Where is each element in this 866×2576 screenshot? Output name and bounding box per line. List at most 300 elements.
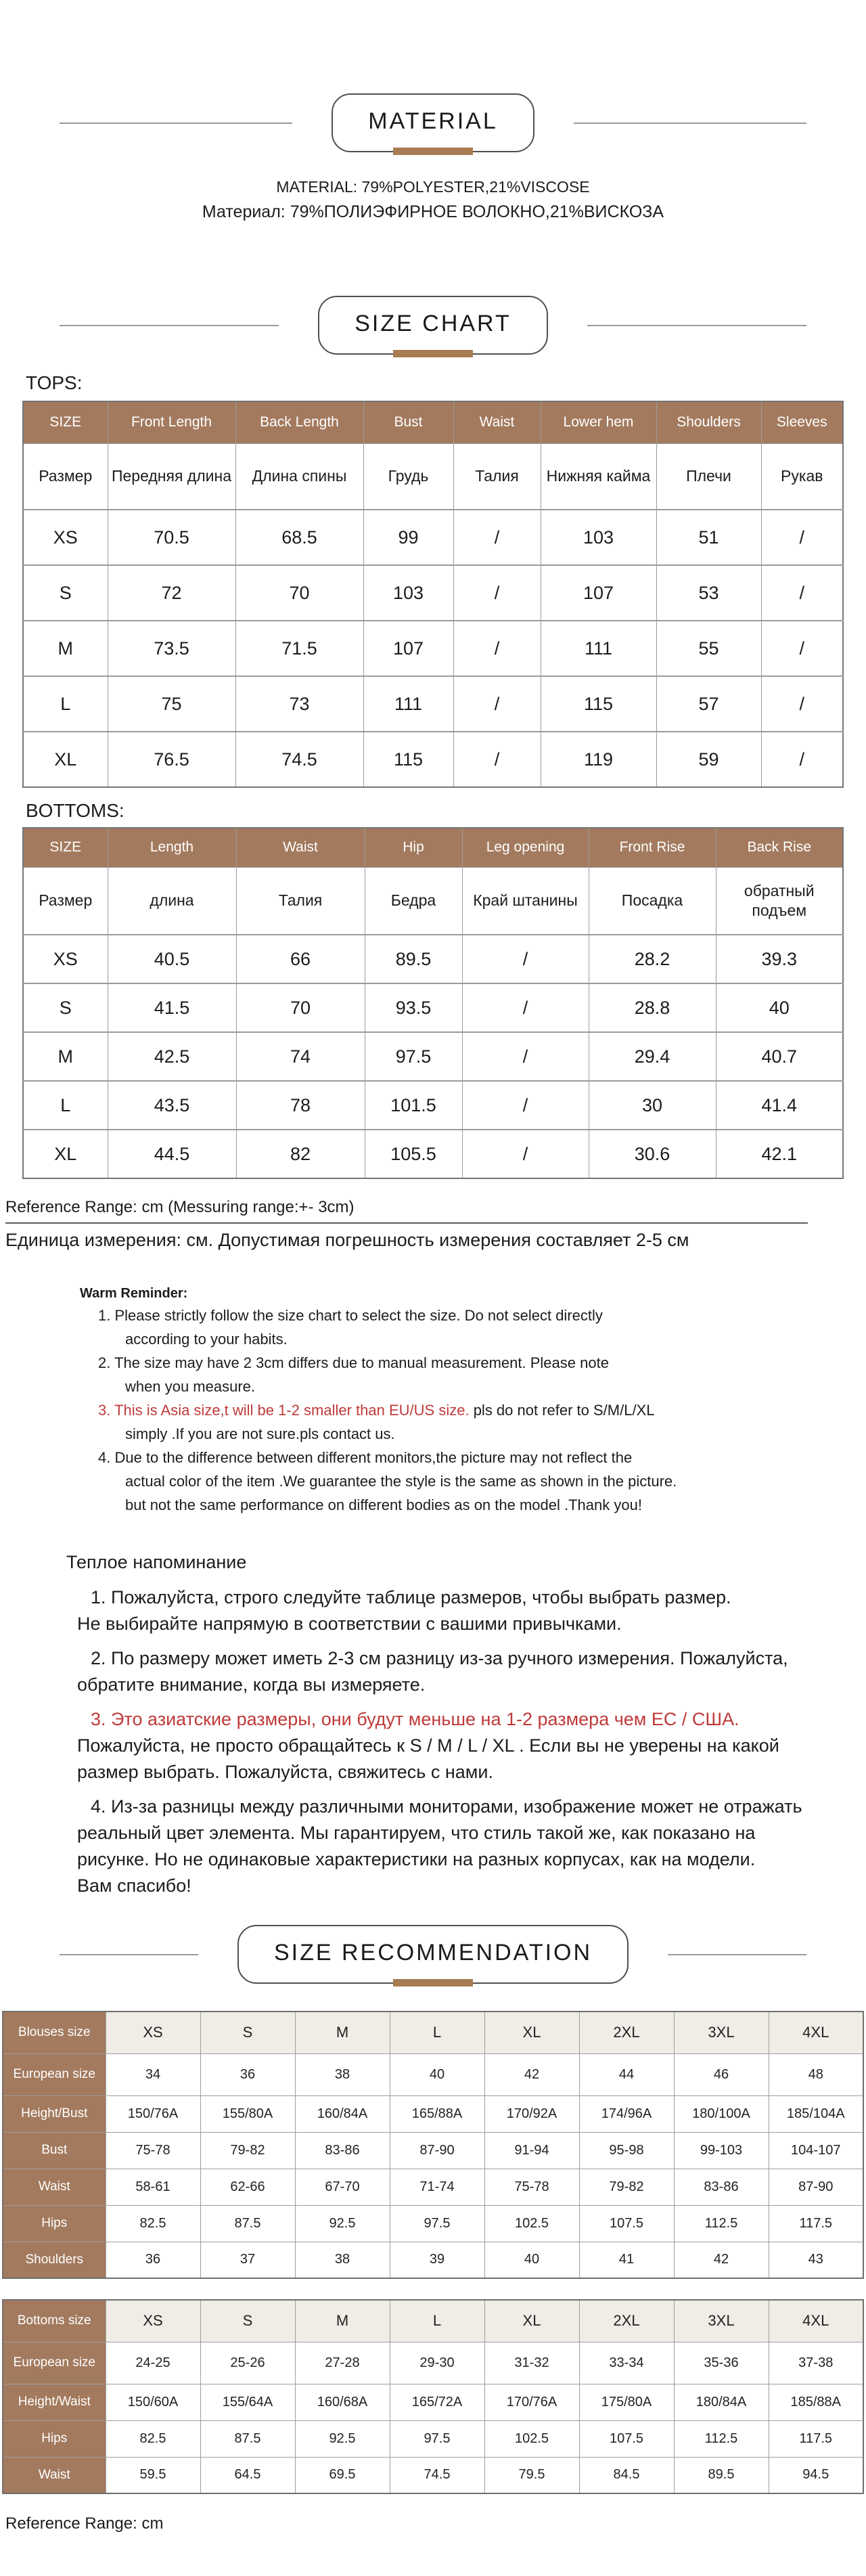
table-row bbox=[23, 621, 843, 676]
data-cell: 72 bbox=[108, 565, 235, 621]
material-text-ru: Материал: 79%ПОЛИЭФИРНОЕ ВОЛОКНО,21%ВИСКОЗА bbox=[202, 202, 664, 221]
data-cell: 165/88A bbox=[390, 2095, 484, 2132]
data-cell: Передняя длина bbox=[108, 443, 235, 510]
data-cell: 99 bbox=[363, 510, 453, 565]
data-cell: 115 bbox=[363, 732, 453, 787]
data-cell: Длина спины bbox=[235, 443, 363, 510]
data-cell: 79-82 bbox=[200, 2132, 295, 2169]
data-cell: S bbox=[200, 2300, 295, 2342]
data-cell: 74.5 bbox=[390, 2457, 484, 2493]
table-row bbox=[23, 867, 843, 935]
table-row bbox=[23, 732, 843, 787]
table-row bbox=[3, 2205, 863, 2242]
blouses-recommendation-table bbox=[2, 2011, 864, 2279]
data-cell: M bbox=[295, 2300, 390, 2342]
data-cell: 34 bbox=[106, 2053, 200, 2095]
data-cell: 102.5 bbox=[484, 2420, 579, 2457]
row-header-cell: Размер bbox=[23, 443, 108, 510]
data-cell: 62-66 bbox=[200, 2169, 295, 2205]
decorative-line bbox=[574, 123, 806, 124]
data-cell: 41 bbox=[579, 2242, 674, 2278]
data-cell: 87-90 bbox=[769, 2169, 863, 2205]
data-cell: 117.5 bbox=[769, 2205, 863, 2242]
warm-reminder-ru bbox=[66, 1548, 844, 1899]
data-cell: 180/84A bbox=[674, 2384, 769, 2420]
data-cell: 165/72A bbox=[390, 2384, 484, 2420]
row-header-cell: European size bbox=[3, 2053, 106, 2095]
data-cell: 73.5 bbox=[108, 621, 235, 676]
data-cell: 67-70 bbox=[295, 2169, 390, 2205]
data-cell: 180/100A bbox=[674, 2095, 769, 2132]
table-row bbox=[23, 828, 843, 867]
decorative-line bbox=[60, 1954, 198, 1955]
table-row bbox=[3, 2132, 863, 2169]
table-row bbox=[23, 1032, 843, 1081]
table-row bbox=[3, 2012, 863, 2053]
data-cell: 2XL bbox=[579, 2300, 674, 2342]
data-cell: длина bbox=[108, 867, 236, 935]
data-cell: / bbox=[761, 565, 843, 621]
reference-range-bottom: Reference Range: cm bbox=[5, 2514, 164, 2533]
data-cell: Front Rise bbox=[589, 828, 716, 867]
table-row bbox=[3, 2384, 863, 2420]
data-cell: Плечи bbox=[656, 443, 761, 510]
data-cell: Hip bbox=[365, 828, 462, 867]
data-cell: Талия bbox=[453, 443, 541, 510]
data-cell: 44 bbox=[579, 2053, 674, 2095]
data-cell: 174/96A bbox=[579, 2095, 674, 2132]
table-row bbox=[3, 2420, 863, 2457]
data-cell: 71-74 bbox=[390, 2169, 484, 2205]
data-cell: 92.5 bbox=[295, 2205, 390, 2242]
data-cell: 75-78 bbox=[484, 2169, 579, 2205]
data-cell: / bbox=[462, 1032, 589, 1081]
row-header-cell: Waist bbox=[3, 2169, 106, 2205]
data-cell: 87.5 bbox=[200, 2420, 295, 2457]
size-chart-title: SIZE CHART bbox=[355, 311, 511, 336]
data-cell: 155/64A bbox=[200, 2384, 295, 2420]
data-cell: 70.5 bbox=[108, 510, 235, 565]
data-cell: 69.5 bbox=[295, 2457, 390, 2493]
table-row bbox=[23, 401, 843, 443]
table-row bbox=[3, 2242, 863, 2278]
decorative-line bbox=[60, 325, 279, 326]
data-cell: Талия bbox=[236, 867, 365, 935]
table-row bbox=[3, 2342, 863, 2384]
row-header-cell: Hips bbox=[3, 2420, 106, 2457]
data-cell: / bbox=[761, 621, 843, 676]
data-cell: 75-78 bbox=[106, 2132, 200, 2169]
data-cell: 107.5 bbox=[579, 2205, 674, 2242]
reminder-line: 2. По размеру может иметь 2-3 см разницу из-за ручного измерения. Пожалуйста, bbox=[91, 1648, 788, 1668]
reminder-ru-item-2 bbox=[66, 1645, 844, 1698]
data-cell: 87-90 bbox=[390, 2132, 484, 2169]
material-title: MATERIAL bbox=[368, 108, 498, 134]
data-cell: 97.5 bbox=[390, 2420, 484, 2457]
data-cell: 175/80A bbox=[579, 2384, 674, 2420]
data-cell: Waist bbox=[453, 401, 541, 443]
material-composition bbox=[0, 175, 866, 225]
data-cell: 40.5 bbox=[108, 935, 236, 983]
data-cell: 107 bbox=[363, 621, 453, 676]
data-cell: / bbox=[453, 565, 541, 621]
data-cell: 36 bbox=[200, 2053, 295, 2095]
reminder-line: 4. Due to the difference between different monitors,the picture may not reflect the bbox=[98, 1449, 633, 1466]
row-header-cell: L bbox=[23, 676, 108, 732]
size-recommendation-section-header bbox=[0, 1925, 866, 1984]
data-cell: 28.8 bbox=[589, 983, 716, 1032]
reminder-item-2 bbox=[98, 1351, 770, 1398]
bottoms-size-table bbox=[22, 827, 844, 1179]
tops-size-table bbox=[22, 401, 844, 788]
size-chart-section-header bbox=[0, 296, 866, 355]
data-cell: 76.5 bbox=[108, 732, 235, 787]
data-cell: 33-34 bbox=[579, 2342, 674, 2384]
data-cell: 91-94 bbox=[484, 2132, 579, 2169]
reminder-line: размер выбрать. Пожалуйста, свяжитесь с нами. bbox=[77, 1762, 493, 1782]
data-cell: 46 bbox=[674, 2053, 769, 2095]
reminder-item-3 bbox=[98, 1398, 770, 1446]
data-cell: 83-86 bbox=[295, 2132, 390, 2169]
data-cell: Length bbox=[108, 828, 236, 867]
data-cell: 93.5 bbox=[365, 983, 462, 1032]
data-cell: 112.5 bbox=[674, 2205, 769, 2242]
reminder-line: but not the same performance on different bodies as on the model .Thank you! bbox=[125, 1496, 642, 1513]
row-header-cell: Размер bbox=[23, 867, 108, 935]
reminder-ru-item-3 bbox=[66, 1706, 844, 1785]
data-cell: 70 bbox=[235, 565, 363, 621]
data-cell: 37-38 bbox=[769, 2342, 863, 2384]
data-cell: 40 bbox=[390, 2053, 484, 2095]
reminder-line bbox=[98, 1398, 770, 1422]
data-cell: 42.5 bbox=[108, 1032, 236, 1081]
decorative-line bbox=[587, 325, 806, 326]
data-cell: 75 bbox=[108, 676, 235, 732]
data-cell: 119 bbox=[541, 732, 656, 787]
data-cell: 31-32 bbox=[484, 2342, 579, 2384]
warm-reminder-en-title: Warm Reminder: bbox=[80, 1286, 188, 1301]
data-cell: 150/76A bbox=[106, 2095, 200, 2132]
data-cell: / bbox=[462, 1130, 589, 1178]
data-cell: / bbox=[453, 676, 541, 732]
table-row bbox=[3, 2053, 863, 2095]
table-row bbox=[23, 983, 843, 1032]
data-cell: 4XL bbox=[769, 2012, 863, 2053]
data-cell: 70 bbox=[236, 983, 365, 1032]
bottoms-recommendation-table bbox=[2, 2299, 864, 2494]
data-cell: / bbox=[462, 1081, 589, 1130]
reminder-line: 1. Пожалуйста, строго следуйте таблице размеров, чтобы выбрать размер. bbox=[91, 1587, 731, 1607]
row-header-cell: Height/Bust bbox=[3, 2095, 106, 2132]
data-cell: 102.5 bbox=[484, 2205, 579, 2242]
reference-range-en: Reference Range: cm (Messuring range:+- 3cm) bbox=[5, 1198, 355, 1216]
data-cell: 30.6 bbox=[589, 1130, 716, 1178]
row-header-cell: Blouses size bbox=[3, 2012, 106, 2053]
data-cell: XS bbox=[106, 2300, 200, 2342]
reminder-line: when you measure. bbox=[125, 1378, 255, 1395]
data-cell: Рукав bbox=[761, 443, 843, 510]
data-cell: 74 bbox=[236, 1032, 365, 1081]
data-cell: 30 bbox=[589, 1081, 716, 1130]
data-cell: 37 bbox=[200, 2242, 295, 2278]
data-cell: 25-26 bbox=[200, 2342, 295, 2384]
data-cell: 74.5 bbox=[235, 732, 363, 787]
size-recommendation-title: SIZE RECOMMENDATION bbox=[273, 1940, 593, 1966]
table-row bbox=[23, 676, 843, 732]
row-header-cell: M bbox=[23, 1032, 108, 1081]
table-row bbox=[23, 565, 843, 621]
data-cell: 92.5 bbox=[295, 2420, 390, 2457]
data-cell: 59 bbox=[656, 732, 761, 787]
data-cell: 83-86 bbox=[674, 2169, 769, 2205]
table-row bbox=[3, 2457, 863, 2493]
decorative-line bbox=[668, 1954, 806, 1955]
data-cell: 57 bbox=[656, 676, 761, 732]
data-cell: L bbox=[390, 2300, 484, 2342]
row-header-cell: XL bbox=[23, 1130, 108, 1178]
material-text-en: MATERIAL: 79%POLYESTER,21%VISCOSE bbox=[276, 178, 590, 196]
data-cell: Leg opening bbox=[462, 828, 589, 867]
data-cell: Front Length bbox=[108, 401, 235, 443]
data-cell: 59.5 bbox=[106, 2457, 200, 2493]
material-section-header bbox=[0, 93, 866, 152]
data-cell: 35-36 bbox=[674, 2342, 769, 2384]
data-cell: 27-28 bbox=[295, 2342, 390, 2384]
asia-size-warning-ru: 3. Это азиатские размеры, они будут меньше на 1-2 размера чем ЕС / США. bbox=[91, 1709, 739, 1729]
data-cell: / bbox=[462, 935, 589, 983]
data-cell: 68.5 bbox=[235, 510, 363, 565]
data-cell: 185/104A bbox=[769, 2095, 863, 2132]
row-header-cell: Waist bbox=[3, 2457, 106, 2493]
data-cell: 160/68A bbox=[295, 2384, 390, 2420]
data-cell: Край штанины bbox=[462, 867, 589, 935]
data-cell: 111 bbox=[363, 676, 453, 732]
row-header-cell: XS bbox=[23, 510, 108, 565]
accent-bar bbox=[393, 350, 473, 357]
size-chart-title-pill bbox=[318, 296, 548, 355]
row-header-cell: SIZE bbox=[23, 401, 108, 443]
data-cell: 84.5 bbox=[579, 2457, 674, 2493]
row-header-cell: SIZE bbox=[23, 828, 108, 867]
data-cell: / bbox=[462, 983, 589, 1032]
data-cell: 42 bbox=[484, 2053, 579, 2095]
data-cell: 78 bbox=[236, 1081, 365, 1130]
table-row bbox=[23, 1130, 843, 1178]
row-header-cell: L bbox=[23, 1081, 108, 1130]
data-cell: 55 bbox=[656, 621, 761, 676]
divider-line bbox=[5, 1222, 808, 1224]
data-cell: 66 bbox=[236, 935, 365, 983]
data-cell: 115 bbox=[541, 676, 656, 732]
data-cell: 89.5 bbox=[674, 2457, 769, 2493]
data-cell: 48 bbox=[769, 2053, 863, 2095]
reminder-line: реальный цвет элемента. Мы гарантируем, что стиль такой же, как показано на bbox=[77, 1823, 756, 1843]
data-cell: 95-98 bbox=[579, 2132, 674, 2169]
data-cell: Bust bbox=[363, 401, 453, 443]
data-cell: / bbox=[453, 621, 541, 676]
data-cell: 36 bbox=[106, 2242, 200, 2278]
data-cell: 112.5 bbox=[674, 2420, 769, 2457]
table-row bbox=[23, 510, 843, 565]
reminder-line: рисунке. Но не одинаковые характеристики на разных корпусах, как на модели. bbox=[77, 1849, 756, 1869]
reminder-line: simply .If you are not sure.pls contact us. bbox=[125, 1425, 395, 1442]
data-cell: 38 bbox=[295, 2053, 390, 2095]
data-cell: 29.4 bbox=[589, 1032, 716, 1081]
warm-reminder-ru-title: Теплое напоминание bbox=[66, 1552, 247, 1572]
data-cell: 89.5 bbox=[365, 935, 462, 983]
data-cell: 107.5 bbox=[579, 2420, 674, 2457]
table-row bbox=[3, 2300, 863, 2342]
data-cell: / bbox=[761, 676, 843, 732]
data-cell: / bbox=[453, 732, 541, 787]
data-cell: 53 bbox=[656, 565, 761, 621]
data-cell: 79-82 bbox=[579, 2169, 674, 2205]
data-cell: 2XL bbox=[579, 2012, 674, 2053]
data-cell: M bbox=[295, 2012, 390, 2053]
reminder-line: Пожалуйста, не просто обращайтесь к S / M / L / XL . Если вы не уверены на какой bbox=[77, 1735, 779, 1756]
decorative-line bbox=[60, 123, 292, 124]
row-header-cell: XL bbox=[23, 732, 108, 787]
data-cell: / bbox=[761, 510, 843, 565]
row-header-cell: European size bbox=[3, 2342, 106, 2384]
data-cell: 150/60A bbox=[106, 2384, 200, 2420]
reminder-line: Не выбирайте напрямую в соответствии с вашими привычками. bbox=[77, 1614, 622, 1634]
data-cell: 103 bbox=[363, 565, 453, 621]
data-cell: 44.5 bbox=[108, 1130, 236, 1178]
data-cell: 82.5 bbox=[106, 2420, 200, 2457]
data-cell: 40 bbox=[484, 2242, 579, 2278]
data-cell: 51 bbox=[656, 510, 761, 565]
data-cell: 104-107 bbox=[769, 2132, 863, 2169]
data-cell: 29-30 bbox=[390, 2342, 484, 2384]
data-cell: 87.5 bbox=[200, 2205, 295, 2242]
data-cell: S bbox=[200, 2012, 295, 2053]
data-cell: 117.5 bbox=[769, 2420, 863, 2457]
data-cell: Бедра bbox=[365, 867, 462, 935]
data-cell: 101.5 bbox=[365, 1081, 462, 1130]
data-cell: обратный подъем bbox=[716, 867, 843, 935]
reminder-line: обратите внимание, когда вы измеряете. bbox=[77, 1674, 426, 1695]
reminder-line: actual color of the item .We guarantee the style is the same as shown in the picture. bbox=[125, 1473, 677, 1490]
data-cell: 43 bbox=[769, 2242, 863, 2278]
data-cell: 97.5 bbox=[390, 2205, 484, 2242]
data-cell: Back Length bbox=[235, 401, 363, 443]
data-cell: 64.5 bbox=[200, 2457, 295, 2493]
reminder-line: Вам спасибо! bbox=[77, 1875, 191, 1896]
reminder-ru-item-1 bbox=[66, 1584, 844, 1637]
data-cell: 170/76A bbox=[484, 2384, 579, 2420]
table-row bbox=[23, 1081, 843, 1130]
data-cell: 111 bbox=[541, 621, 656, 676]
data-cell: Грудь bbox=[363, 443, 453, 510]
reminder-ru-item-4 bbox=[66, 1794, 844, 1899]
row-header-cell: S bbox=[23, 565, 108, 621]
row-header-cell: Bust bbox=[3, 2132, 106, 2169]
data-cell: L bbox=[390, 2012, 484, 2053]
row-header-cell: Bottoms size bbox=[3, 2300, 106, 2342]
data-cell: 40.7 bbox=[716, 1032, 843, 1081]
accent-bar bbox=[393, 1979, 473, 1986]
data-cell: 155/80A bbox=[200, 2095, 295, 2132]
data-cell: 41.4 bbox=[716, 1081, 843, 1130]
data-cell: Sleeves bbox=[761, 401, 843, 443]
data-cell: 3XL bbox=[674, 2012, 769, 2053]
data-cell: 40 bbox=[716, 983, 843, 1032]
data-cell: XL bbox=[484, 2012, 579, 2053]
data-cell: XS bbox=[106, 2012, 200, 2053]
data-cell: 107 bbox=[541, 565, 656, 621]
data-cell: 4XL bbox=[769, 2300, 863, 2342]
data-cell: Нижняя кайма bbox=[541, 443, 656, 510]
data-cell: 105.5 bbox=[365, 1130, 462, 1178]
data-cell: 41.5 bbox=[108, 983, 236, 1032]
data-cell: 79.5 bbox=[484, 2457, 579, 2493]
data-cell: 97.5 bbox=[365, 1032, 462, 1081]
table-row bbox=[23, 935, 843, 983]
bottoms-label: BOTTOMS: bbox=[26, 800, 124, 821]
data-cell: 82.5 bbox=[106, 2205, 200, 2242]
row-header-cell: M bbox=[23, 621, 108, 676]
data-cell: 39 bbox=[390, 2242, 484, 2278]
data-cell: 28.2 bbox=[589, 935, 716, 983]
data-cell: 58-61 bbox=[106, 2169, 200, 2205]
data-cell: / bbox=[761, 732, 843, 787]
data-cell: XL bbox=[484, 2300, 579, 2342]
warm-reminder-en bbox=[80, 1283, 770, 1517]
data-cell: 99-103 bbox=[674, 2132, 769, 2169]
data-cell: 38 bbox=[295, 2242, 390, 2278]
table-row bbox=[3, 2169, 863, 2205]
reminder-line: 4. Из-за разницы между различными мониторами, изображение может не отражать bbox=[91, 1796, 802, 1817]
data-cell: 103 bbox=[541, 510, 656, 565]
data-cell: 42 bbox=[674, 2242, 769, 2278]
accent-bar bbox=[393, 148, 473, 155]
data-cell: Back Rise bbox=[716, 828, 843, 867]
reminder-item-1 bbox=[98, 1304, 770, 1351]
asia-size-warning: 3. This is Asia size,t will be 1-2 smaller than EU/US size. bbox=[98, 1402, 470, 1419]
data-cell: 43.5 bbox=[108, 1081, 236, 1130]
data-cell: 94.5 bbox=[769, 2457, 863, 2493]
data-cell: Waist bbox=[236, 828, 365, 867]
tops-label: TOPS: bbox=[26, 372, 83, 393]
reminder-line: according to your habits. bbox=[125, 1331, 288, 1348]
table-row bbox=[23, 443, 843, 510]
data-cell: 39.3 bbox=[716, 935, 843, 983]
row-header-cell: S bbox=[23, 983, 108, 1032]
reference-range-ru: Единица измерения: см. Допустимая погрешность измерения составляет 2-5 см bbox=[5, 1230, 689, 1250]
data-cell: 3XL bbox=[674, 2300, 769, 2342]
data-cell: 82 bbox=[236, 1130, 365, 1178]
data-cell: 185/88A bbox=[769, 2384, 863, 2420]
reminder-line: 1. Please strictly follow the size chart to select the size. Do not select directly bbox=[98, 1307, 603, 1324]
data-cell: 160/84A bbox=[295, 2095, 390, 2132]
material-title-pill bbox=[332, 93, 534, 152]
reminder-text: pls do not refer to S/M/L/XL bbox=[469, 1402, 655, 1419]
data-cell: / bbox=[453, 510, 541, 565]
row-header-cell: Height/Waist bbox=[3, 2384, 106, 2420]
reminder-line: 2. The size may have 2 3cm differs due to manual measurement. Please note bbox=[98, 1354, 609, 1371]
row-header-cell: Hips bbox=[3, 2205, 106, 2242]
data-cell: Shoulders bbox=[656, 401, 761, 443]
data-cell: 73 bbox=[235, 676, 363, 732]
row-header-cell: Shoulders bbox=[3, 2242, 106, 2278]
row-header-cell: XS bbox=[23, 935, 108, 983]
data-cell: Посадка bbox=[589, 867, 716, 935]
table-row bbox=[3, 2095, 863, 2132]
data-cell: 170/92A bbox=[484, 2095, 579, 2132]
reminder-item-4 bbox=[98, 1446, 770, 1517]
data-cell: 42.1 bbox=[716, 1130, 843, 1178]
